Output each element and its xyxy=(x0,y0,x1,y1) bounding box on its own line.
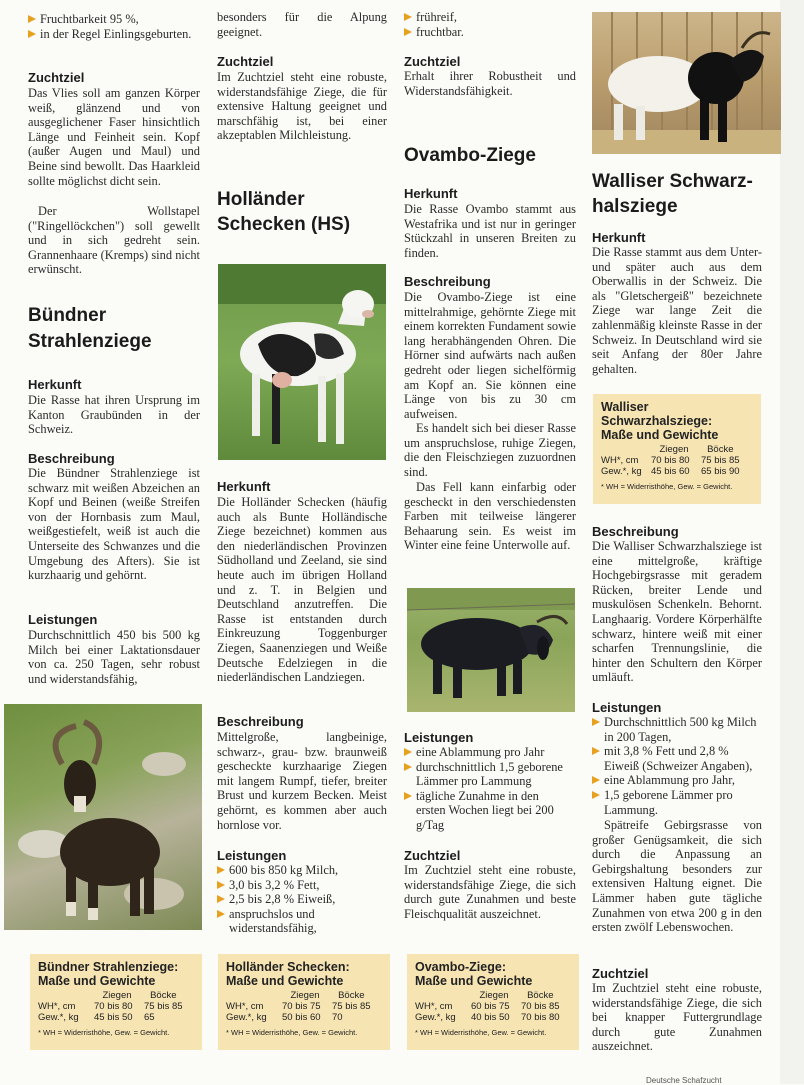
zuchtziel-heading-2: Zuchtziel xyxy=(404,848,461,863)
beschreibung-text: Die Bündner Strahlenziege ist schwarz mit weißen Abzeichen an Kopf und Beinen (weiße Streifen von der Hornbasis zum Maul, weißgestiefelt, weiß ist auch die Unterseite des Schwanzes und die Umgebung des Afters). Sie ist kurzhaarig und gehörnt. xyxy=(28,466,200,583)
row-label: WH*, cm xyxy=(38,1001,76,1012)
zuchtziel-text: Erhalt ihrer Robustheit und Widerstandsfähigkeit. xyxy=(404,69,576,98)
leistungen-list xyxy=(592,715,762,817)
continued-text: besonders für die Alpung geeignet. xyxy=(217,10,387,39)
photo-hollaender-goat xyxy=(218,264,386,460)
list-item: 2,5 bis 2,8 % Eiweiß, xyxy=(217,892,387,907)
col-header: Ziegen xyxy=(659,444,689,455)
cell: 70 bis 80 xyxy=(94,1001,133,1012)
list-item: Durchschnittlich 500 kg Milch in 200 Tagen, xyxy=(592,715,762,744)
row-label: WH*, cm xyxy=(601,455,639,466)
col-header: Böcke xyxy=(527,990,554,1001)
list-item: in der Regel Einlingsgeburten. xyxy=(28,27,200,42)
measurements-table xyxy=(415,990,564,1023)
leistungen-heading: Leistungen xyxy=(404,730,474,745)
box-title: Holländer Schecken: xyxy=(226,960,350,974)
list-item: durchschnittlich 1,5 geborene Lämmer pro Lammung xyxy=(404,760,569,789)
leistungen-heading: Leistungen xyxy=(28,612,98,627)
fertility-list xyxy=(28,12,200,41)
breed-title-2: halsziege xyxy=(592,196,678,217)
cell: 65 xyxy=(144,1012,155,1023)
list-item: mit 3,8 % Fett und 2,8 % Eiweiß (Schweizer Angaben), xyxy=(592,744,762,773)
zuchtziel-text: Im Zuchtziel steht eine robuste, widerstandsfähige Ziege, die für extensive Haltung geeignet und marschfähig ist, bei einer akzeptablen Milchleistung. xyxy=(217,70,387,143)
photo-ovambo-goat xyxy=(407,588,575,712)
measurements-table xyxy=(38,990,187,1023)
beschreibung-text: Die Ovambo-Ziege ist eine mittelrahmige, gehörnte Ziege mit einem korrekten Fundament sowie lang herabhängenden Ohren. Die Hörner sind aufwärts nach außen gedreht oder liegen sichelförmig am Kopf an. Sie können eine Länge von bis zu 30 cm aufweisen. xyxy=(404,290,576,421)
photo-buendner-goat xyxy=(4,704,202,930)
leistungen-list xyxy=(404,745,569,833)
measurements-table xyxy=(601,444,744,477)
beschreibung-heading: Beschreibung xyxy=(217,714,304,729)
list-item: 1,5 geborene Lämmer pro Lammung. xyxy=(592,788,762,817)
box-footnote: * WH = Widerristhöhe, Gew. = Gewicht. xyxy=(601,482,733,491)
breed-title: Bündner xyxy=(28,305,107,326)
beschreibung-heading: Beschreibung xyxy=(592,524,679,539)
beschreibung-text-2: Es handelt sich bei dieser Rasse um anspruchslose, ruhige Ziegen, die den Fleischziegen zuzuordnen sind. xyxy=(404,421,576,479)
zuchtziel-text-2: Im Zuchtziel steht eine robuste, widerstandsfähige Ziege, die sich durch gute Zunahmen und beste Fleischqualität auszeichnet. xyxy=(404,863,576,921)
leistungen-text: Durchschnittlich 450 bis 500 kg Milch bei einer Laktationsdauer von ca. 250 Tagen, sehr robust und widerstandsfähig, xyxy=(28,628,200,686)
box-title: Ovambo-Ziege: xyxy=(415,960,506,974)
col-header: Böcke xyxy=(338,990,365,1001)
herkunft-text: Die Rasse stammt aus dem Unter- und später auch aus dem Oberwallis in der Schweiz. Die als "Gletschergeiß" bezeichnete Ziege war lange Zeit die zahlenmäßig kleinste Rasse in der Schweiz. In Deutschland wird sie seit Anfang der 80er Jahre gehalten. xyxy=(592,245,762,376)
col-header: Ziegen xyxy=(102,990,132,1001)
cell: 75 bis 85 xyxy=(701,455,740,466)
measurements-box-hollaender xyxy=(218,954,390,1050)
list-item: tägliche Zunahme in den ersten Wochen liegt bei 200 g/Tag xyxy=(404,789,569,833)
box-footnote: * WH = Widerristhöhe, Gew. = Gewicht. xyxy=(38,1028,170,1037)
page-edge xyxy=(780,0,804,1084)
cell: 75 bis 85 xyxy=(144,1001,183,1012)
row-label: Gew.*, kg xyxy=(415,1012,456,1023)
herkunft-text: Die Rasse Ovambo stammt aus Westafrika und ist nur in geringer Stückzahl in unseren Breiten zu finden. xyxy=(404,202,576,260)
breed-title: Ovambo-Ziege xyxy=(404,145,536,166)
herkunft-text: Die Rasse hat ihren Ursprung im Kanton Graubünden in der Schweiz. xyxy=(28,393,200,437)
photo-walliser-goat xyxy=(592,12,781,154)
row-label: WH*, cm xyxy=(415,1001,453,1012)
list-item: fruchtbar. xyxy=(404,25,576,40)
row-label: Gew.*, kg xyxy=(38,1012,79,1023)
cell: 70 bis 75 xyxy=(282,1001,321,1012)
measurements-box-buendner xyxy=(30,954,202,1050)
beschreibung-text-3: Das Fell kann einfarbig oder gescheckt in den verschiedensten Farben mit teilweise längerer Behaarung sein. Es weist im Winter eine feine Unterwolle auf. xyxy=(404,480,576,553)
box-subtitle: Maße und Gewichte xyxy=(38,974,156,988)
box-title: Walliser xyxy=(601,400,649,414)
herkunft-text: Die Holländer Schecken (häufig auch als Bunte Holländische Ziege bezeichnet) kommen aus den niederländischen Provinzen Südholland und Zeeland, sie sind heute auch im übrigen Holland und z. T. in Belgien und Deutschland anzutreffen. Die Rasse ist entstanden durch Einkreuzung Toggenburger Ziegen, Saanenziegen und Weiße Deutsche Edelziegen in die niederländischen Landziegen. xyxy=(217,495,387,685)
herkunft-heading: Herkunft xyxy=(404,186,458,201)
breed-title-2: Schecken (HS) xyxy=(217,214,351,235)
leistungen-list xyxy=(217,863,387,936)
col-header: Böcke xyxy=(707,444,734,455)
zuchtziel-heading: Zuchtziel xyxy=(28,70,85,85)
list-item: 600 bis 850 kg Milch, xyxy=(217,863,387,878)
cell: 70 bis 80 xyxy=(521,1012,560,1023)
zuchtziel-text: Das Vlies soll am ganzen Körper weiß, glänzend und von ausgeglichener Faser hinsichtlich Länge und Feinheit sein. Kopf (außer Augen und Maul) und Beine sind bewollt. Das Haarkleid sollte möglichst dicht sein. xyxy=(28,86,200,188)
cell: 45 bis 60 xyxy=(651,466,690,477)
zuchtziel-text-2: Der Wollstapel ("Ringellöckchen") soll gewellt und in sich gedreht sein. Grannenhaare (Kremps) sind nicht erwünscht. xyxy=(28,204,200,277)
zuchtziel-heading: Zuchtziel xyxy=(592,966,649,981)
col-header: Ziegen xyxy=(290,990,320,1001)
cell: 45 bis 50 xyxy=(94,1012,133,1023)
breed-title-2: Strahlenziege xyxy=(28,331,152,352)
page-footer: Deutsche Schafzucht xyxy=(646,1076,722,1085)
box-subtitle: Maße und Gewichte xyxy=(601,428,719,442)
cell: 70 xyxy=(332,1012,343,1023)
leistungen-heading: Leistungen xyxy=(217,848,287,863)
beschreibung-text: Mittelgroße, langbeinige, schwarz-, grau- bzw. braunweiß gescheckte kurzhaarige Ziegen mit langem Rumpf, tiefer, breiter Brust und kurzem Becken. Meist gehörnt, es kommen aber auch hornlose vor. xyxy=(217,730,387,832)
list-item: eine Ablammung pro Jahr xyxy=(404,745,569,760)
box-footnote: * WH = Widerristhöhe, Gew. = Gewicht. xyxy=(226,1028,358,1037)
row-label: Gew.*, kg xyxy=(226,1012,267,1023)
beschreibung-heading: Beschreibung xyxy=(28,451,115,466)
box-title: Bündner Strahlenziege: xyxy=(38,960,179,974)
cell: 60 bis 75 xyxy=(471,1001,510,1012)
list-item: Fruchtbarkeit 95 %, xyxy=(28,12,200,27)
col-header: Ziegen xyxy=(479,990,509,1001)
top-list xyxy=(404,10,576,39)
zuchtziel-text: Im Zuchtziel steht eine robuste, widerstandsfähige Ziege, die sich bei knapper Futtergrundlage durch gute Zunahmen auszeichnet. xyxy=(592,981,762,1054)
cell: 65 bis 90 xyxy=(701,466,740,477)
measurements-box-ovambo xyxy=(407,954,579,1050)
breed-title: Walliser Schwarz- xyxy=(592,171,753,192)
herkunft-heading: Herkunft xyxy=(217,479,271,494)
herkunft-heading: Herkunft xyxy=(28,377,82,392)
box-title-2: Schwarzhalsziege: xyxy=(601,414,713,428)
cell: 70 bis 80 xyxy=(651,455,690,466)
leistungen-text: Spätreife Gebirgsrasse von großer Genügsamkeit, die sich durch die Anpassung an Gebirgshaltung besonders zur extensiven Haltung eignet. Die Lämmer haben gute tägliche Zunahmen von etwa 200 g in den ersten zwölf Lebenswochen. xyxy=(592,818,762,935)
list-item: anspruchslos und widerstandsfähig, xyxy=(217,907,387,936)
list-item: 3,0 bis 3,2 % Fett, xyxy=(217,878,387,893)
cell: 70 bis 85 xyxy=(521,1001,560,1012)
measurements-table xyxy=(226,990,375,1023)
zuchtziel-heading: Zuchtziel xyxy=(404,54,461,69)
box-footnote: * WH = Widerristhöhe, Gew. = Gewicht. xyxy=(415,1028,547,1037)
herkunft-heading: Herkunft xyxy=(592,230,646,245)
cell: 40 bis 50 xyxy=(471,1012,510,1023)
leistungen-heading: Leistungen xyxy=(592,700,662,715)
measurements-box-walliser xyxy=(593,394,761,504)
beschreibung-heading: Beschreibung xyxy=(404,274,491,289)
row-label: WH*, cm xyxy=(226,1001,264,1012)
cell: 50 bis 60 xyxy=(282,1012,321,1023)
list-item: frühreif, xyxy=(404,10,576,25)
box-subtitle: Maße und Gewichte xyxy=(226,974,344,988)
row-label: Gew.*, kg xyxy=(601,466,642,477)
col-header: Böcke xyxy=(150,990,177,1001)
zuchtziel-heading: Zuchtziel xyxy=(217,54,274,69)
breed-title: Holländer xyxy=(217,189,305,210)
box-subtitle: Maße und Gewichte xyxy=(415,974,533,988)
beschreibung-text: Die Walliser Schwarzhalsziege ist eine mittelgroße, kräftige Hochgebirgsrasse mit geradem Rücken, breiter Lende und muskulösen Schenkeln. Behornt. Langhaarig. Vordere Körperhälfte schwarz, hintere weiß mit einer scharfen Trennungslinie, die hinter den Schultern den Körper umläuft. xyxy=(592,539,762,685)
list-item: eine Ablammung pro Jahr, xyxy=(592,773,762,788)
cell: 75 bis 85 xyxy=(332,1001,371,1012)
